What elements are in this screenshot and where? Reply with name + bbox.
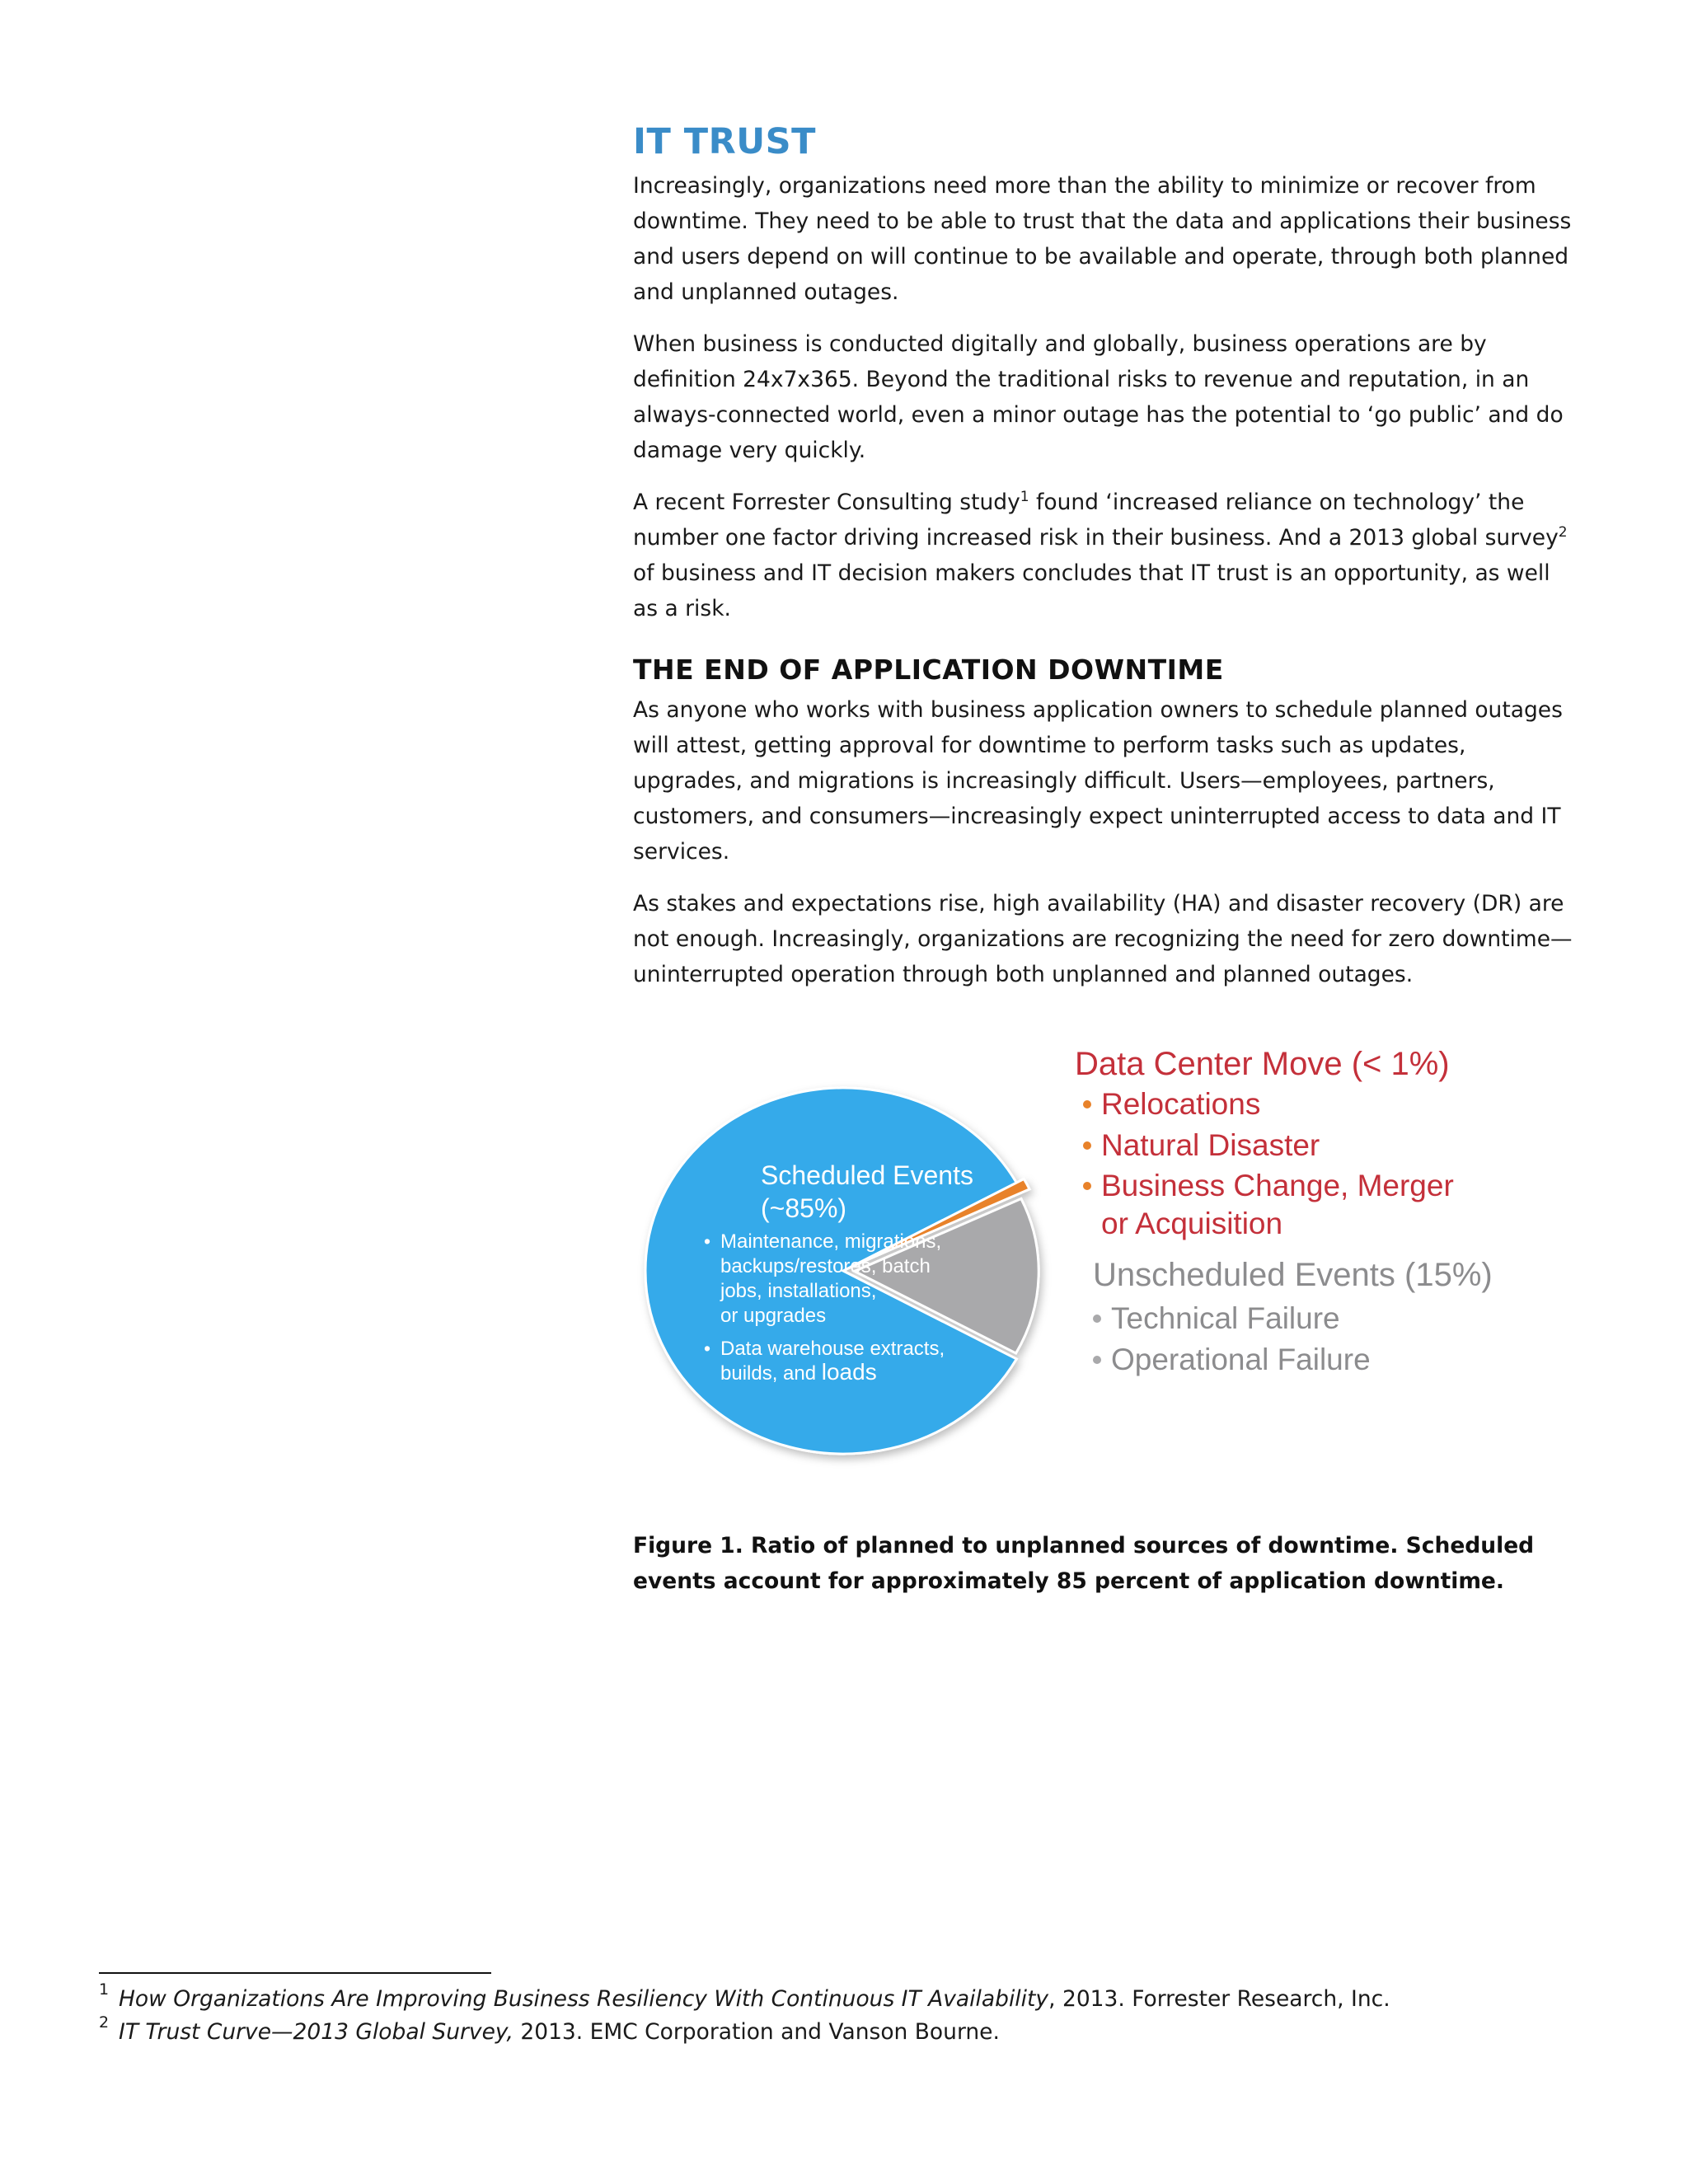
sched-bullet-1-line-4: or upgrades: [720, 1305, 827, 1327]
dc-title: Data Center Move (< 1%): [1075, 1046, 1450, 1082]
paragraph: A recent Forrester Consulting study$^1$ found ‘increased reliance on technology’ the number one factor driving increased risk in their business. And a 2013 global survey$^2$ of business and IT decision makers concludes that IT trust is an opportunity, as well as a risk.: [633, 489, 1568, 621]
un-bullet-1: Technical Failure: [1111, 1301, 1340, 1335]
sched-bullet-2-line-2: builds, and loads: [720, 1359, 877, 1385]
main-content: [633, 117, 1573, 1599]
paragraph: Increasingly, organizations need more than the ability to minimize or recover from downtime. They need to be able to trust that the data and applications their business and users depend on will continue to be available and operate, through both planned and unplanned outages.: [633, 173, 1572, 305]
sched-bullet-1-line-2: backups/restores, batch: [720, 1255, 931, 1277]
un-title: Unscheduled Events (15%): [1093, 1257, 1493, 1293]
dc-bullet-2: Natural Disaster: [1101, 1128, 1320, 1162]
paragraph: As stakes and expectations rise, high availability (HA) and disaster recovery (DR) are not enough. Increasingly, organizations are recognizing the need for zero downtime—uninterrupted operation through both unplanned and planned outages.: [633, 891, 1573, 987]
sched-title: Scheduled Events: [761, 1160, 973, 1190]
un-bullet-2: Operational Failure: [1111, 1343, 1371, 1376]
dc-bullet-3-line-1: Business Change, Merger: [1101, 1169, 1454, 1202]
figure-caption: Figure 1. Ratio of planned to unplanned sources of downtime. Scheduled events account for approximately 85 percent of application downtime.: [633, 1533, 1535, 1594]
section-title-end-of-downtime: THE END OF APPLICATION DOWNTIME: [633, 654, 1224, 686]
bullet-dot-icon: •: [704, 1338, 711, 1359]
paragraph: When business is conducted digitally and globally, business operations are by definition 24x7x365. Beyond the traditional risks to revenue and reputation, in an always-connected world, even a minor outage has the potential to ‘go public’ and do damage very quickly.: [633, 331, 1564, 463]
footnote-ref-1[interactable]: 1: [1020, 489, 1029, 506]
figure-1-pie-chart: [633, 1032, 1540, 1493]
bullet-dot-icon: •: [704, 1230, 711, 1252]
bullet-dot-icon: [1093, 1356, 1101, 1364]
footnote-title: How Organizations Are Improving Business Resiliency With Continuous IT Availability: [119, 1986, 1049, 2012]
sched-bullet-2-line-1: Data warehouse extracts,: [720, 1338, 945, 1360]
bullet-dot-icon: [1083, 1141, 1091, 1150]
bullet-dot-icon: [1083, 1182, 1091, 1190]
footnote-title: IT Trust Curve—2013 Global Survey,: [119, 2019, 513, 2045]
footnote-number: 1: [99, 1980, 110, 1999]
sched-bullet-1-line-1: Maintenance, migrations,: [720, 1230, 942, 1253]
footnote-1: 1 How Organizations Are Improving Business Resiliency With Continuous IT Availability, 2013. Forrester Research, Inc.: [99, 1983, 1582, 2016]
dc-bullet-3-line-2: or Acquisition: [1101, 1207, 1283, 1240]
pie-chart-svg: [633, 1032, 1540, 1493]
footnote-2: 2 IT Trust Curve—2013 Global Survey, 2013. EMC Corporation and Vanson Bourne.: [99, 2016, 1582, 2049]
footnotes: [99, 1980, 1582, 2049]
bullet-dot-icon: [1083, 1100, 1091, 1108]
sched-bullet-1-line-3: jobs, installations,: [720, 1280, 877, 1302]
bullet-dot-icon: [1093, 1315, 1101, 1323]
footnote-divider: [99, 1972, 491, 1974]
section-title-it-trust: IT TRUST: [633, 121, 816, 162]
footnote-ref-2[interactable]: 2: [1558, 524, 1568, 541]
dc-bullet-1: Relocations: [1101, 1087, 1261, 1121]
footnote-number: 2: [99, 2013, 110, 2032]
paragraph: As anyone who works with business application owners to schedule planned outages will attest, getting approval for downtime to perform tasks such as updates, upgrades, and migrations is increasingly difficult. Users—employees, partners, customers, and consumers—increasingly expect uninterrupted access to data and IT services.: [633, 697, 1563, 865]
sched-pct: (~85%): [761, 1193, 847, 1223]
